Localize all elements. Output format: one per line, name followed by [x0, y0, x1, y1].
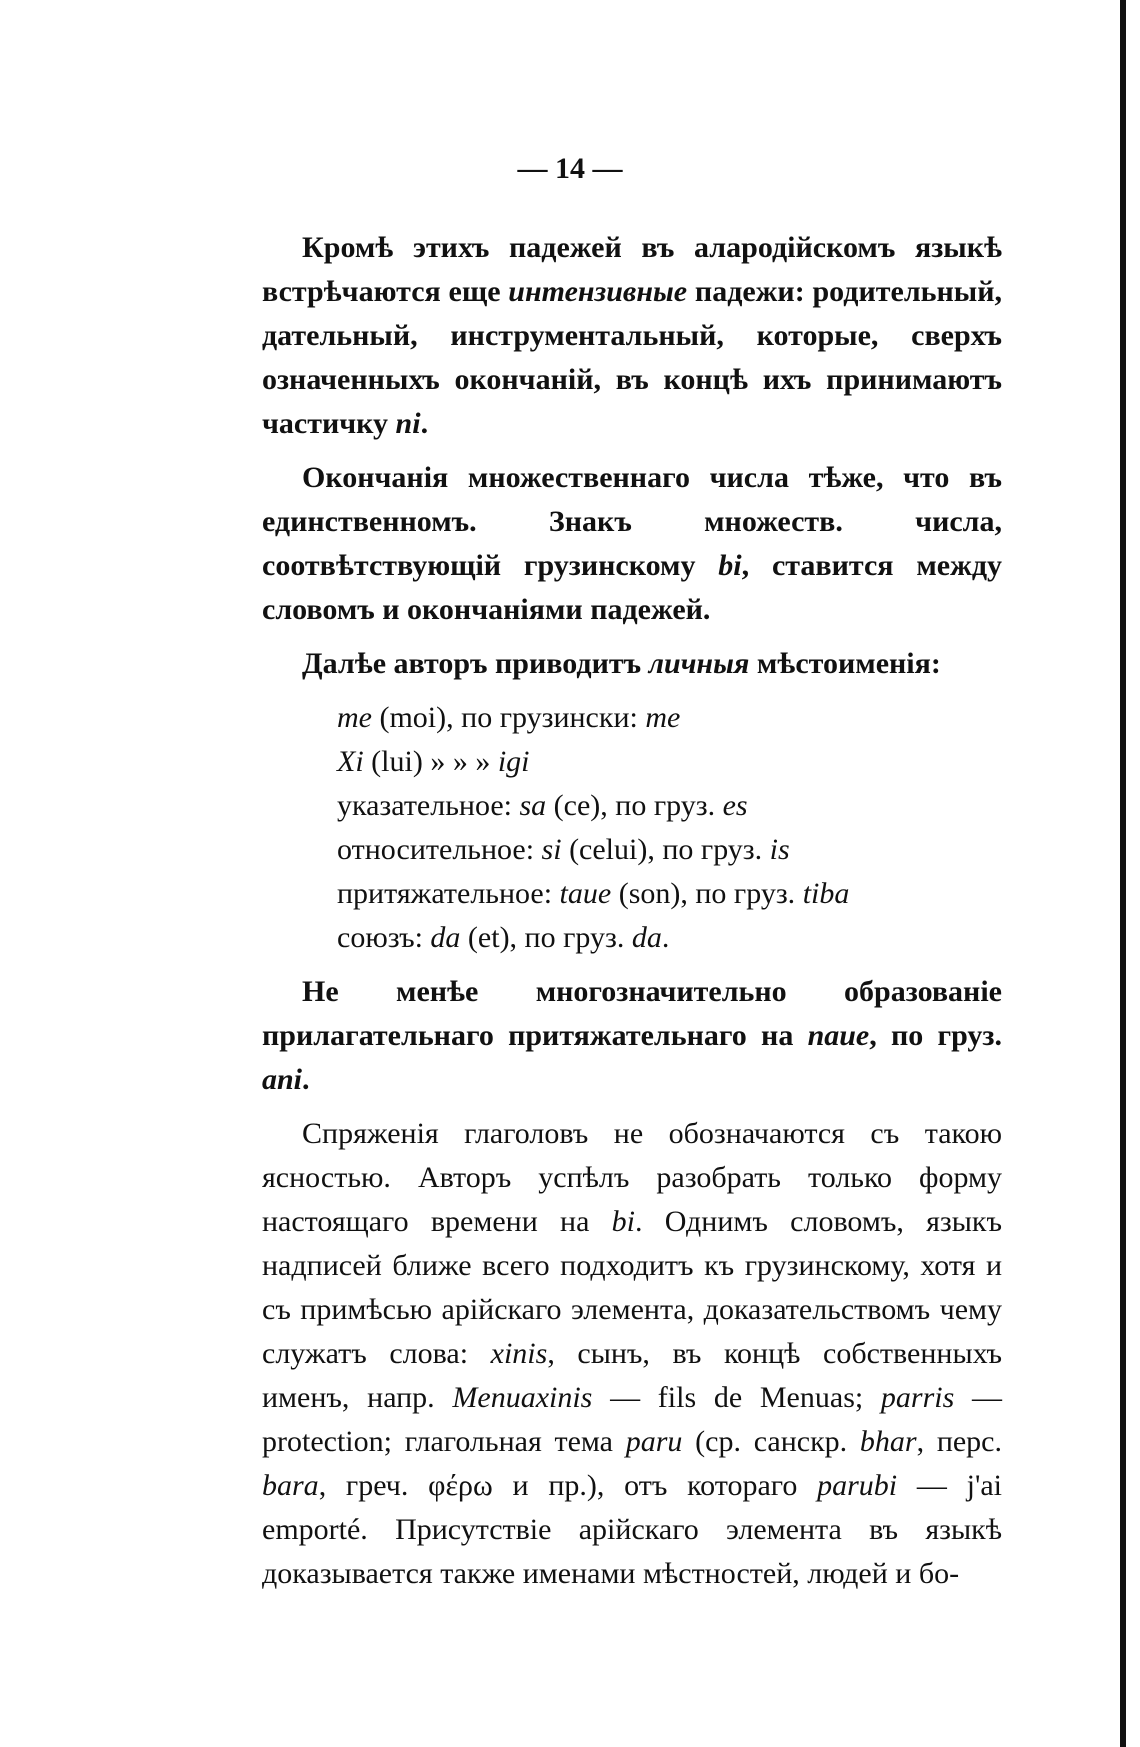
italic-term: личныя: [648, 647, 750, 680]
italic-term: paru: [625, 1425, 683, 1458]
text-run: Не менѣе многозначительно образованіе прилагательнаго притяжательнаго на: [262, 975, 1002, 1052]
italic-term: parubi: [817, 1469, 898, 1502]
italic-term: ni: [395, 407, 421, 440]
text-run: Спряженія глаголовъ не обозначаются съ такою ясностью. Авторъ успѣлъ разобрать только форму настоящаго времени на: [262, 1117, 1002, 1238]
italic-term: me: [645, 701, 681, 734]
italic-term: Xi: [337, 745, 364, 778]
text-run: , по груз.: [869, 1019, 1002, 1052]
italic-term: интензивные: [508, 275, 688, 308]
text-run: Кромѣ этихъ падежей въ алародійскомъ языкѣ встрѣчаются еще: [262, 231, 1002, 308]
pronoun-line: [337, 872, 1002, 916]
italic-term: taue: [559, 877, 612, 910]
text-run: — j'ai emporté. Присутствіе арійскаго элемента въ языкѣ доказывается также именами мѣстностей, людей и бо-: [262, 1469, 1002, 1590]
pronoun-list: [262, 696, 1002, 960]
paragraph-cases: [262, 226, 1002, 446]
text-run: указательное:: [337, 789, 520, 822]
pronoun-line: [337, 740, 1002, 784]
page-edge-shadow: [1120, 0, 1126, 1747]
paragraph-conjugation: [262, 1112, 1002, 1596]
pronoun-line: [337, 696, 1002, 740]
paragraph-adjective: [262, 970, 1002, 1102]
pronoun-line: [337, 916, 1002, 960]
italic-term: igi: [497, 745, 530, 778]
italic-term: is: [769, 833, 790, 866]
italic-term: tiba: [802, 877, 850, 910]
text-run: (lui) » » »: [363, 745, 498, 778]
text-run: (ce), по груз.: [546, 789, 723, 822]
text-run: — fils de Menuas;: [592, 1381, 881, 1414]
text-run: . Однимъ словомъ, языкъ надписей ближе всего подходитъ къ грузинскому, хотя и съ примѣсью арійскаго элемента, доказательствомъ чему служатъ слова:: [262, 1205, 1002, 1370]
text-run: , ставится между словомъ и окончаніями падежей.: [262, 549, 1002, 626]
text-run: (celui), по груз.: [561, 833, 770, 866]
italic-term: bi: [611, 1205, 635, 1238]
text-run: .: [302, 1063, 310, 1096]
text-body: [262, 226, 1002, 1606]
italic-term: bhar: [859, 1425, 917, 1458]
text-run: , сынъ, въ концѣ собственныхъ именъ, напр.: [262, 1337, 1002, 1414]
text-run: падежи: родительный, дательный, инструментальный, которые, сверхъ означенныхъ окончаній, въ концѣ ихъ принимаютъ частичку: [262, 275, 1003, 440]
italic-term: da: [430, 921, 461, 954]
text-run: , перс.: [916, 1425, 1002, 1458]
italic-term: xinis: [490, 1337, 548, 1370]
text-run: (son), по груз.: [611, 877, 803, 910]
italic-term: Menuaxinis: [452, 1381, 593, 1414]
paragraph-plural: [262, 456, 1002, 632]
text-run: относительное:: [337, 833, 542, 866]
italic-term: si: [541, 833, 562, 866]
italic-term: da: [631, 921, 662, 954]
italic-term: bi: [718, 549, 742, 582]
paragraph-pronouns-intro: [262, 642, 1002, 686]
italic-term: naue: [807, 1019, 870, 1052]
italic-term: bara: [262, 1469, 319, 1502]
text-run: — protection; глагольная тема: [262, 1381, 1002, 1458]
text-run: (moi), по грузински:: [371, 701, 646, 734]
italic-term: parris: [880, 1381, 955, 1414]
italic-term: sa: [519, 789, 547, 822]
text-run: союзъ:: [337, 921, 431, 954]
text-run: .: [661, 921, 670, 954]
text-run: (ср. санскр.: [682, 1425, 860, 1458]
page-number: — 14 —: [517, 152, 623, 185]
text-run: (et), по груз.: [460, 921, 632, 954]
text-run: притяжательное:: [337, 877, 560, 910]
italic-term: es: [722, 789, 748, 822]
italic-term: ani: [262, 1063, 303, 1096]
text-run: Окончанія множественнаго числа тѣже, что въ единственномъ. Знакъ множеств. числа, соотвѣтствующій грузинскому: [262, 461, 1002, 582]
text-run: Далѣе авторъ приводитъ: [302, 647, 649, 680]
italic-term: me: [337, 701, 372, 734]
text-run: мѣстоименія:: [749, 647, 941, 680]
pronoun-line: [337, 828, 1002, 872]
text-run: .: [420, 407, 429, 440]
text-run: , греч. φέρω и пр.), отъ котораго: [318, 1469, 818, 1502]
pronoun-line: [337, 784, 1002, 828]
